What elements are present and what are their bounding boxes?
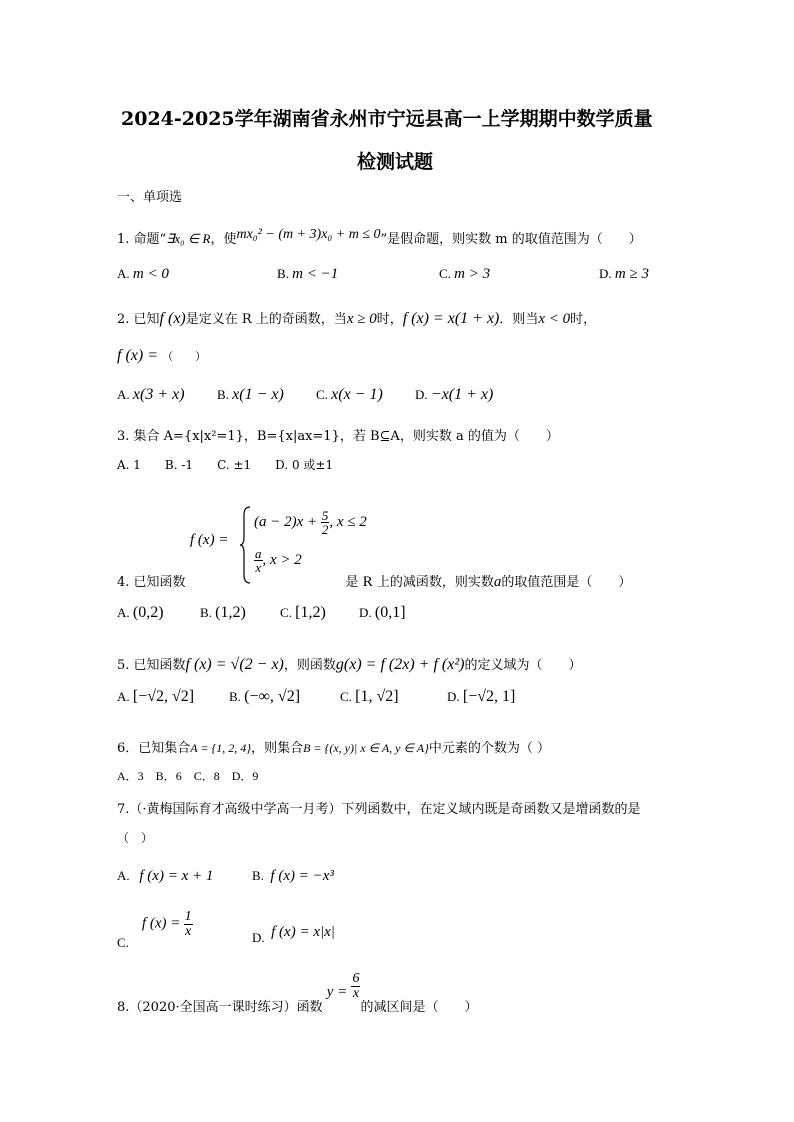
q1-suffix: ”是假命题，则实数 m 的取值范围为（ ） bbox=[380, 232, 642, 247]
q2-option-d: D. −x(1 + x) bbox=[415, 386, 494, 403]
q3-stem: 3. 集合 A={x|x²=1}，B={x|ax=1}，若 B⊆A，则实数 a 的值为（ ） bbox=[117, 429, 559, 444]
q2-stem: 2. 已知f (x)是定义在 R 上的奇函数，当x ≥ 0时，f (x) = x(1 + x)．则当x < 0时， bbox=[117, 310, 597, 327]
q1-option-a: A. m < 0 bbox=[117, 266, 169, 282]
q4-function-name: f (x) = bbox=[190, 532, 229, 548]
q1-option-b: B. m < −1 bbox=[277, 266, 339, 282]
q3-options: A. 1 B. -1 C. ±1 D. 0 或±1 bbox=[117, 458, 334, 472]
q2-line2: f (x) = （ ） bbox=[117, 347, 207, 364]
q2-option-c: C. x(x − 1) bbox=[316, 386, 383, 403]
q1-mid: ，使 bbox=[210, 232, 237, 247]
q4-case2: $\frac{a}{x}$ , x > 2 bbox=[255, 546, 302, 575]
q1-stem bbox=[117, 228, 642, 248]
q1-quantifier: ∃x₀ ∈ R bbox=[166, 231, 211, 246]
q4-option-c: C. [1,2) bbox=[280, 604, 326, 621]
q2-option-a: A. x(3 + x) bbox=[117, 386, 185, 403]
q7-blank: （ ） bbox=[117, 831, 154, 845]
q5-option-a: A. [−√2, √2] bbox=[117, 688, 195, 705]
q1-option-d: D. m ≥ 3 bbox=[599, 266, 649, 282]
q7-stem: 7.（·黄梅国际育才高级中学高一月考）下列函数中，在定义域内既是奇函数又是增函数的是 bbox=[117, 802, 641, 817]
q7-option-a: A. f (x) = x + 1 bbox=[117, 868, 214, 884]
q5-option-d: D. [−√2, 1] bbox=[447, 688, 516, 705]
q4-case1: (a − 2)x + $\frac{5}{2}$ , x ≤ 2 bbox=[254, 508, 367, 537]
q2-option-b: B. x(1 − x) bbox=[217, 386, 284, 403]
q4-option-d: D. (0,1] bbox=[359, 604, 406, 621]
q5-stem: 5. 已知函数f (x) = √(2 − x)，则函数g(x) = f (2x) + f (x²)的定义域为（ ） bbox=[117, 656, 582, 673]
q1-prefix: 1. 命题“ bbox=[117, 232, 167, 247]
q1-expression: mx₀² − (m + 3)x₀ + m ≤ 0 bbox=[236, 227, 381, 242]
q4-option-a: A. (0,2) bbox=[117, 604, 164, 621]
q4-stem: 4. 已知函数 是 R 上的减函数，则实数a的取值范围是（ ） bbox=[117, 574, 632, 590]
q5-option-c: C. [1, √2] bbox=[340, 688, 399, 705]
section-heading: 一、单项选 bbox=[117, 190, 183, 205]
q7-option-d: D. f (x) = x|x| bbox=[252, 924, 335, 945]
q6-stem: 6．已知集合A = {1, 2, 4}，则集合B = {(x, y)| x ∈ A, y ∈ A}中元素的个数为（ ） bbox=[117, 741, 551, 756]
q6-options: A．3 B．6 C．8 D．9 bbox=[117, 769, 259, 783]
q4-option-b: B. (1,2) bbox=[200, 604, 246, 621]
page-title-line1: 2024-2025学年湖南省永州市宁远县高一上学期期中数学质量 bbox=[121, 108, 653, 130]
q8-stem: 8.（2020·全国高一课时练习）函数 y = $\frac{6}{x}$ 的减区间是（ ） bbox=[117, 971, 478, 1015]
q7-option-b: B. f (x) = −x³ bbox=[252, 868, 334, 884]
q5-option-b: B. (−∞, √2] bbox=[229, 688, 301, 705]
page-title-line2: 检测试题 bbox=[357, 151, 434, 173]
q1-option-c: C. m > 3 bbox=[439, 266, 491, 282]
q7-option-c: C. f (x) = $\frac{1}{x}$ bbox=[117, 909, 192, 951]
